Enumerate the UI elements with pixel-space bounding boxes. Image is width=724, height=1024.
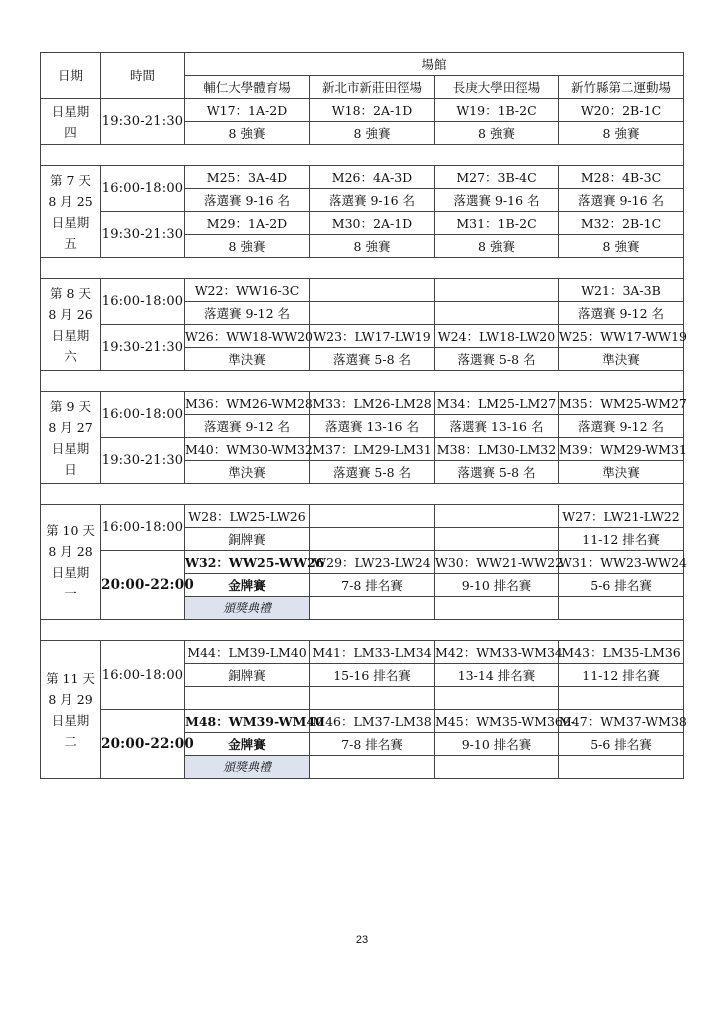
match-desc: 5-6 排名賽 [559, 574, 684, 597]
match-code: W29：LW23-LW24 [310, 551, 435, 574]
table-row [41, 438, 684, 461]
match-desc: 落選賽 9-16 名 [185, 189, 310, 212]
match-desc: 11-12 排名賽 [559, 664, 684, 687]
match-desc: 5-6 排名賽 [559, 733, 684, 756]
day-cell: 日星期 四 [41, 99, 101, 145]
match-code: M38：LM30-LM32 [435, 438, 559, 461]
match-code: M48：WM39-WM40 [185, 710, 310, 733]
match-code: M47：WM37-WM38 [559, 710, 684, 733]
table-row [41, 279, 684, 302]
separator-row [41, 484, 684, 505]
match-desc [310, 528, 435, 551]
match-desc: 8 強賽 [559, 235, 684, 258]
empty-cell [435, 756, 559, 779]
match-desc: 準決賽 [185, 461, 310, 484]
match-code: W19：1B-2C [435, 99, 559, 122]
match-desc: 落選賽 5-8 名 [310, 461, 435, 484]
date-header: 日期 [41, 53, 101, 99]
match-code: W17：1A-2D [185, 99, 310, 122]
match-code: W22：WW16-3C [185, 279, 310, 302]
table-row [41, 710, 684, 733]
time-cell: 19:30-21:30 [101, 325, 185, 371]
table-row [41, 505, 684, 528]
match-code: M28：4B-3C [559, 166, 684, 189]
venue-header: 新竹縣第二運動場 [559, 76, 684, 99]
time-cell: 20:00-22:00 [101, 710, 185, 779]
match-desc [435, 302, 559, 325]
match-code: W27：LW21-LW22 [559, 505, 684, 528]
separator-row [41, 145, 684, 166]
match-code: W28：LW25-LW26 [185, 505, 310, 528]
venue-header: 新北市新莊田徑場 [310, 76, 435, 99]
match-desc: 準決賽 [559, 461, 684, 484]
match-desc: 8 強賽 [185, 235, 310, 258]
match-desc: 落選賽 13-16 名 [310, 415, 435, 438]
match-desc: 8 強賽 [559, 122, 684, 145]
match-code: M37：LM29-LM31 [310, 438, 435, 461]
day-cell: 第 7 天 8 月 25 日星期 五 [41, 166, 101, 258]
match-code: W20：2B-1C [559, 99, 684, 122]
match-desc: 落選賽 13-16 名 [435, 415, 559, 438]
match-desc: 15-16 排名賽 [310, 664, 435, 687]
match-code [435, 505, 559, 528]
time-cell: 16:00-18:00 [101, 641, 185, 710]
match-desc: 7-8 排名賽 [310, 574, 435, 597]
match-desc: 落選賽 5-8 名 [435, 461, 559, 484]
match-code: M39：WM29-WM31 [559, 438, 684, 461]
match-code: W26：WW18-WW20 [185, 325, 310, 348]
empty-cell [559, 687, 684, 710]
match-code: M33：LM26-LM28 [310, 392, 435, 415]
table-row [41, 392, 684, 415]
match-desc: 準決賽 [559, 348, 684, 371]
table-row [41, 99, 684, 122]
match-code: M26：4A-3D [310, 166, 435, 189]
match-desc: 準決賽 [185, 348, 310, 371]
day-cell: 第 8 天 8 月 26 日星期 六 [41, 279, 101, 371]
match-code: M29：1A-2D [185, 212, 310, 235]
match-code [310, 279, 435, 302]
match-code: W23：LW17-LW19 [310, 325, 435, 348]
venue-header: 長庚大學田徑場 [435, 76, 559, 99]
empty-cell [559, 597, 684, 620]
match-code: M35：WM25-WM27 [559, 392, 684, 415]
match-desc: 落選賽 9-16 名 [310, 189, 435, 212]
time-cell: 20:00-22:00 [101, 551, 185, 620]
match-desc: 銅牌賽 [185, 528, 310, 551]
match-desc: 8 強賽 [435, 122, 559, 145]
header-row [41, 53, 684, 76]
match-code: M25：3A-4D [185, 166, 310, 189]
match-code: M30：2A-1D [310, 212, 435, 235]
match-desc: 銅牌賽 [185, 664, 310, 687]
page-number: 23 [355, 934, 369, 946]
match-desc: 落選賽 5-8 名 [310, 348, 435, 371]
match-desc: 9-10 排名賽 [435, 574, 559, 597]
match-desc: 落選賽 5-8 名 [435, 348, 559, 371]
match-desc: 落選賽 9-16 名 [559, 189, 684, 212]
time-cell: 19:30-21:30 [101, 438, 185, 484]
match-code: M34：LM25-LM27 [435, 392, 559, 415]
match-desc: 落選賽 9-16 名 [435, 189, 559, 212]
match-desc: 落選賽 9-12 名 [559, 302, 684, 325]
match-code: M40：WM30-WM32 [185, 438, 310, 461]
match-code: M32：2B-1C [559, 212, 684, 235]
match-code: W30：WW21-WW22 [435, 551, 559, 574]
match-code: M44：LM39-LM40 [185, 641, 310, 664]
match-desc: 落選賽 9-12 名 [559, 415, 684, 438]
table-row [41, 166, 684, 189]
match-desc [310, 302, 435, 325]
match-desc: 落選賽 9-12 名 [185, 415, 310, 438]
day-cell: 第 11 天 8 月 29 日星期 二 [41, 641, 101, 779]
match-desc: 8 強賽 [435, 235, 559, 258]
schedule-table [40, 52, 687, 779]
time-cell: 19:30-21:30 [101, 212, 185, 258]
separator-row [41, 258, 684, 279]
empty-cell [435, 687, 559, 710]
time-header: 時間 [101, 53, 185, 99]
table-row [41, 551, 684, 574]
match-code: W32：WW25-WW26 [185, 551, 310, 574]
match-desc: 8 強賽 [185, 122, 310, 145]
match-desc: 金牌賽 [185, 733, 310, 756]
match-code: W21：3A-3B [559, 279, 684, 302]
match-desc: 8 強賽 [310, 122, 435, 145]
match-code: M36：WM26-WM28 [185, 392, 310, 415]
time-cell: 16:00-18:00 [101, 392, 185, 438]
empty-cell [559, 756, 684, 779]
match-code: W31：WW23-WW24 [559, 551, 684, 574]
award-ceremony-cell: 頒獎典禮 [185, 756, 310, 779]
match-desc: 11-12 排名賽 [559, 528, 684, 551]
match-code: M42：WM33-WM34 [435, 641, 559, 664]
empty-cell [310, 597, 435, 620]
match-code: W25：WW17-WW19 [559, 325, 684, 348]
empty-cell [435, 597, 559, 620]
day-cell: 第 9 天 8 月 27 日星期 日 [41, 392, 101, 484]
table-row [41, 325, 684, 348]
match-code: W18：2A-1D [310, 99, 435, 122]
separator-row [41, 371, 684, 392]
match-code: W24：LW18-LW20 [435, 325, 559, 348]
match-code: M45：WM35-WM369- [435, 710, 559, 733]
match-desc: 9-10 排名賽 [435, 733, 559, 756]
match-code: M43：LM35-LM36 [559, 641, 684, 664]
table-row [41, 641, 684, 664]
match-code [435, 279, 559, 302]
match-desc [435, 528, 559, 551]
match-desc: 落選賽 9-12 名 [185, 302, 310, 325]
empty-cell [310, 687, 435, 710]
venue-group-header: 場館 [185, 53, 684, 76]
table-row [41, 212, 684, 235]
separator-row [41, 620, 684, 641]
match-code: M46：LM37-LM38 [310, 710, 435, 733]
time-cell: 16:00-18:00 [101, 279, 185, 325]
match-desc: 8 強賽 [310, 235, 435, 258]
time-cell: 16:00-18:00 [101, 505, 185, 551]
match-desc: 金牌賽 [185, 574, 310, 597]
time-cell: 19:30-21:30 [101, 99, 185, 145]
match-code: M31：1B-2C [435, 212, 559, 235]
time-cell: 16:00-18:00 [101, 166, 185, 212]
match-code: M41：LM33-LM34 [310, 641, 435, 664]
match-code [310, 505, 435, 528]
match-code: M27：3B-4C [435, 166, 559, 189]
day-cell: 第 10 天 8 月 28 日星期 一 [41, 505, 101, 620]
match-desc: 13-14 排名賽 [435, 664, 559, 687]
empty-cell [185, 687, 310, 710]
empty-cell [310, 756, 435, 779]
award-ceremony-cell: 頒獎典禮 [185, 597, 310, 620]
match-desc: 7-8 排名賽 [310, 733, 435, 756]
venue-header: 輔仁大學體育場 [185, 76, 310, 99]
